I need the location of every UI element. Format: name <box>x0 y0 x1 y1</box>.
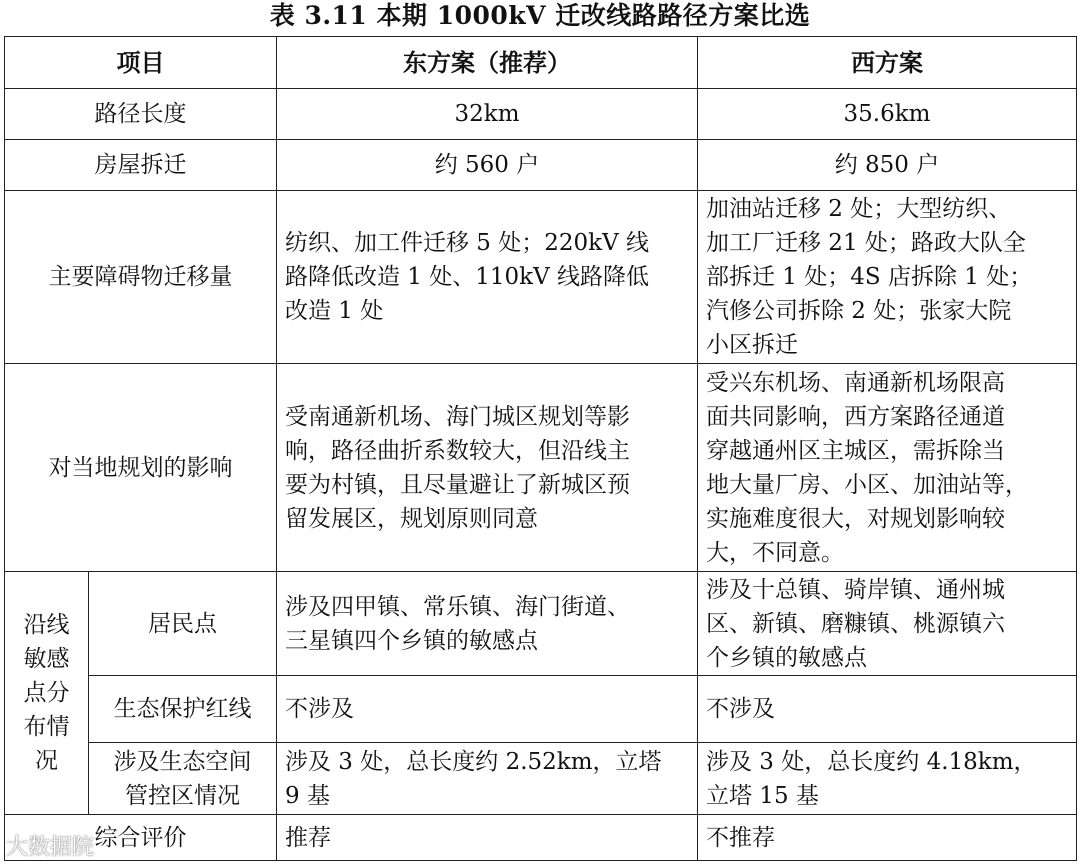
row-label-length: 路径长度 <box>5 89 277 140</box>
west-demolition: 约 850 户 <box>698 140 1077 191</box>
header-east: 东方案（推荐） <box>277 37 698 89</box>
east-overall: 推荐 <box>277 815 698 861</box>
comparison-table <box>4 36 1077 861</box>
row-label-control: 涉及生态空间 管控区情况 <box>89 743 277 815</box>
table-row <box>5 140 1077 191</box>
east-residents: 涉及四甲镇、常乐镇、海门街道、 三星镇四个乡镇的敏感点 <box>277 572 698 676</box>
header-west: 西方案 <box>698 37 1077 89</box>
east-obstacles: 纺织、加工件迁移 5 处；220kV 线 路降低改造 1 处、110kV 线路降低 改造 1 处 <box>277 191 698 364</box>
west-residents: 涉及十总镇、骑岸镇、通州城 区、新镇、磨糠镇、桃源镇六 个乡镇的敏感点 <box>698 572 1077 676</box>
east-length: 32km <box>277 89 698 140</box>
east-control: 涉及 3 处，总长度约 2.52km，立塔 9 基 <box>277 743 698 815</box>
row-label-demolition: 房屋拆迁 <box>5 140 277 191</box>
west-planning: 受兴东机场、南通新机场限高 面共同影响，西方案路径通道 穿越通州区主城区，需拆除当 地大量厂房、小区、加油站等， 实施难度很大，对规划影响较 大，不同意。 <box>698 364 1077 572</box>
table-row <box>5 364 1077 572</box>
table-row <box>5 89 1077 140</box>
west-obstacles: 加油站迁移 2 处；大型纺织、 加工厂迁移 21 处；路政大队全 部拆迁 1 处；4S 店拆除 1 处； 汽修公司拆除 2 处；张家大院 小区拆迁 <box>698 191 1077 364</box>
row-label-planning: 对当地规划的影响 <box>5 364 277 572</box>
header-item: 项目 <box>5 37 277 89</box>
header-row <box>5 37 1077 89</box>
row-label-residents: 居民点 <box>89 572 277 676</box>
table-row <box>5 815 1077 861</box>
east-redline: 不涉及 <box>277 676 698 743</box>
west-length: 35.6km <box>698 89 1077 140</box>
east-planning: 受南通新机场、海门城区规划等影 响，路径曲折系数较大，但沿线主 要为村镇，且尽量避让了新城区预 留发展区，规划原则同意 <box>277 364 698 572</box>
table-row <box>5 572 1077 676</box>
west-redline: 不涉及 <box>698 676 1077 743</box>
row-label-obstacles: 主要障碍物迁移量 <box>5 191 277 364</box>
table-row <box>5 743 1077 815</box>
table-title: 表 3.11 本期 1000kV 迁改线路路径方案比选 <box>269 1 811 30</box>
watermark: 大数据院 <box>6 835 95 860</box>
row-label-overall: 综合评价 <box>5 815 277 861</box>
west-control: 涉及 3 处，总长度约 4.18km， 立塔 15 基 <box>698 743 1077 815</box>
table-row <box>5 676 1077 743</box>
east-demolition: 约 560 户 <box>277 140 698 191</box>
row-label-redline: 生态保护红线 <box>89 676 277 743</box>
table-row <box>5 191 1077 364</box>
west-overall: 不推荐 <box>698 815 1077 861</box>
sensitive-group-label: 沿线 敏感 点分 布情 况 <box>5 572 89 815</box>
